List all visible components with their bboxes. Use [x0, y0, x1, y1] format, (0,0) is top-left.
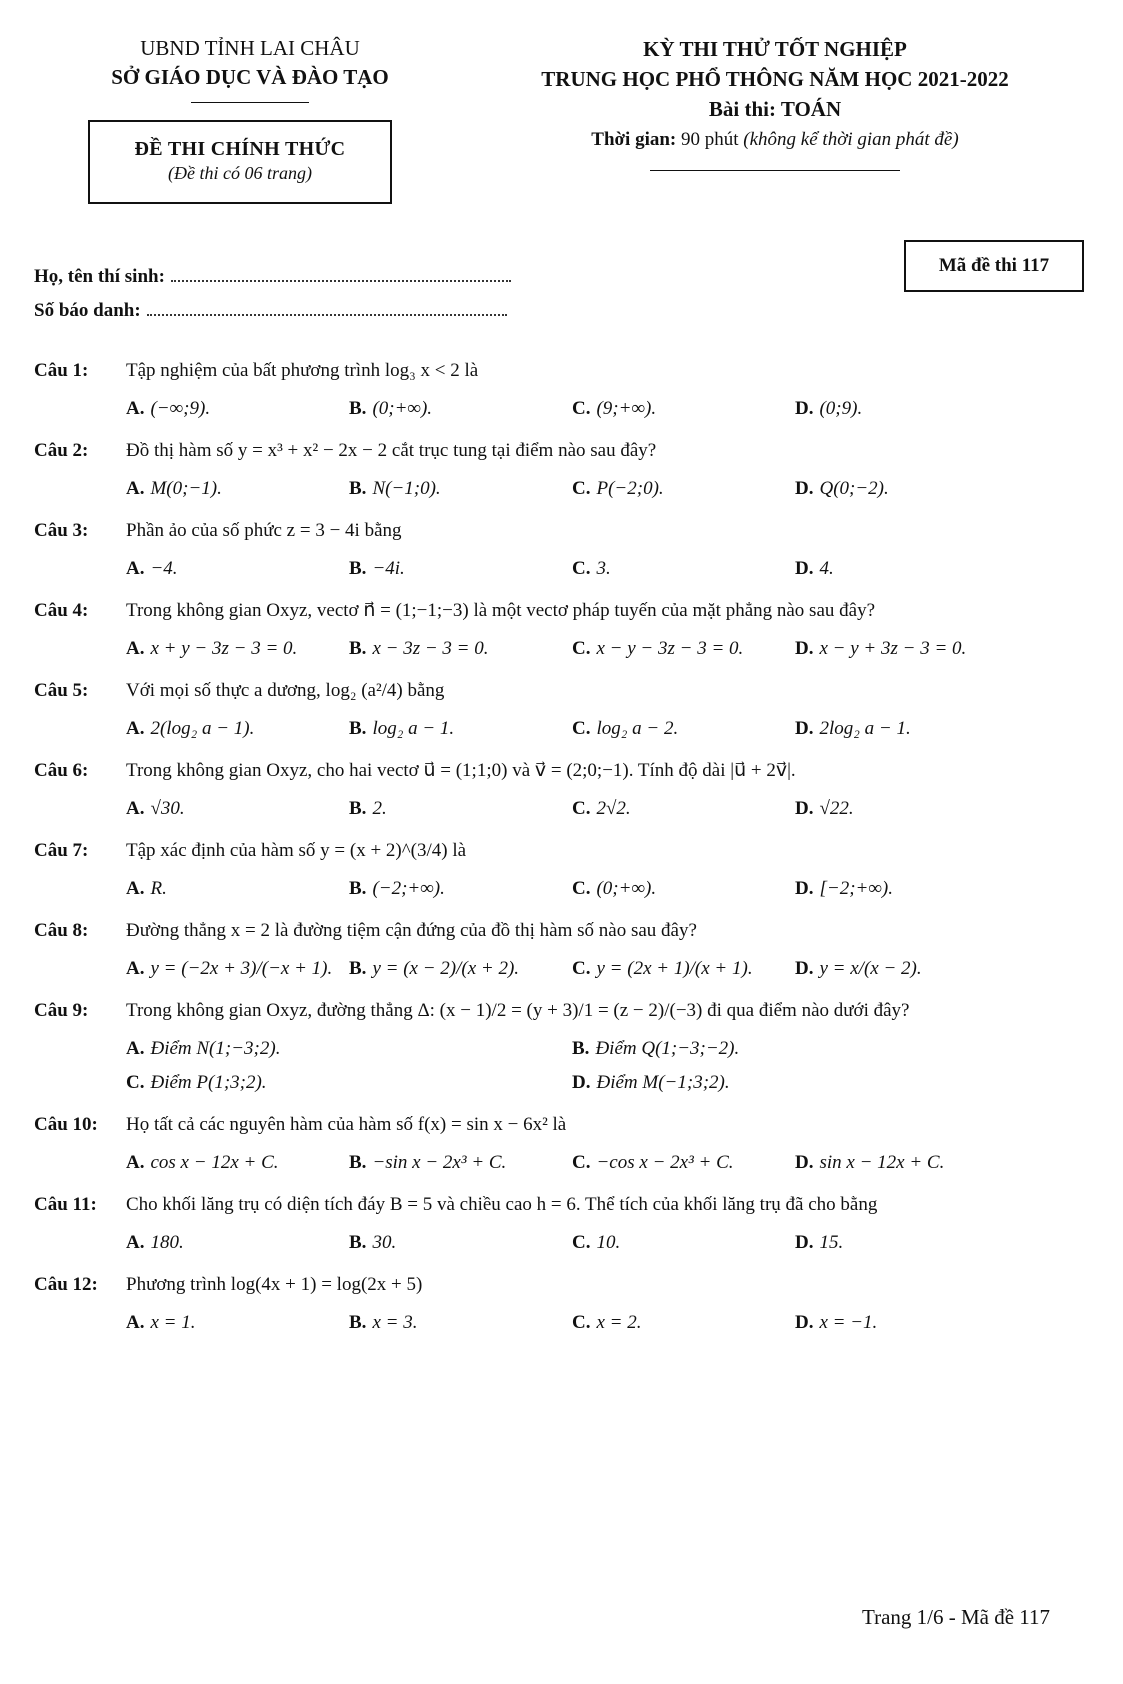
option-text: (9;+∞).	[596, 398, 657, 419]
candidate-id-line	[34, 294, 511, 328]
option-text: log₂ a − 1.	[372, 718, 455, 739]
option-text: 2√2.	[596, 798, 631, 819]
answer-options	[126, 952, 1094, 986]
option-letter: D.	[572, 1072, 591, 1093]
option-text: 180.	[150, 1232, 184, 1253]
option-letter: A.	[126, 478, 145, 499]
answer-option[interactable]	[572, 872, 795, 906]
option-letter: C.	[126, 1072, 145, 1093]
option-text: y = (x − 2)/(x + 2).	[372, 958, 520, 979]
answer-option[interactable]	[795, 392, 1018, 426]
option-letter: D.	[795, 878, 814, 899]
option-letter: D.	[795, 798, 814, 819]
option-letter: C.	[572, 718, 591, 739]
answer-option[interactable]	[795, 472, 1018, 506]
candidate-name-field[interactable]	[171, 264, 511, 282]
answer-option[interactable]	[795, 1226, 1018, 1260]
question-stem	[34, 916, 1094, 946]
answer-options	[126, 392, 1094, 426]
option-letter: B.	[349, 878, 367, 899]
option-letter: C.	[572, 1232, 591, 1253]
option-text: x + y − 3z − 3 = 0.	[150, 638, 298, 659]
option-letter: B.	[349, 798, 367, 819]
option-text: 15.	[819, 1232, 844, 1253]
question-item	[34, 836, 1094, 906]
answer-option[interactable]	[572, 632, 795, 666]
question-item	[34, 916, 1094, 986]
question-text: Tập nghiệm của bất phương trình log₃ x < 2 là	[126, 360, 479, 381]
option-text: √30.	[150, 798, 185, 819]
option-letter: A.	[126, 878, 145, 899]
question-stem	[34, 516, 1094, 546]
answer-option[interactable]	[572, 1226, 795, 1260]
option-text: y = x/(x − 2).	[819, 958, 922, 979]
question-number: Câu 7:	[34, 840, 89, 861]
option-letter: C.	[572, 478, 591, 499]
answer-options	[126, 632, 1094, 666]
question-text: Trong không gian Oxyz, đường thẳng Δ: (x − 1)/2 = (y + 3)/1 = (z − 2)/(−3) đi qua điểm nào dưới đây?	[126, 1000, 910, 1021]
option-letter: B.	[349, 638, 367, 659]
option-text: x = 3.	[372, 1312, 418, 1333]
answer-option[interactable]	[126, 712, 349, 746]
option-letter: C.	[572, 638, 591, 659]
option-letter: C.	[572, 958, 591, 979]
answer-option[interactable]	[126, 952, 349, 986]
option-text: −4.	[150, 558, 178, 579]
question-stem	[34, 1110, 1094, 1140]
answer-option[interactable]	[126, 392, 349, 426]
answer-option[interactable]	[572, 1032, 1018, 1066]
question-text: Đồ thị hàm số y = x³ + x² − 2x − 2 cắt trục tung tại điểm nào sau đây?	[126, 440, 657, 461]
question-number: Câu 10:	[34, 1114, 98, 1135]
time-limit	[480, 126, 1070, 154]
answer-option[interactable]	[349, 632, 572, 666]
option-letter: A.	[126, 718, 145, 739]
question-text: Phương trình log(4x + 1) = log(2x + 5)	[126, 1274, 423, 1295]
option-letter: D.	[795, 958, 814, 979]
question-stem	[34, 836, 1094, 866]
option-letter: D.	[795, 638, 814, 659]
option-letter: C.	[572, 798, 591, 819]
answer-options	[126, 552, 1094, 586]
answer-option[interactable]	[349, 1226, 572, 1260]
question-number: Câu 11:	[34, 1194, 97, 1215]
answer-options	[126, 1226, 1094, 1260]
answer-option[interactable]	[572, 392, 795, 426]
answer-option[interactable]	[795, 632, 1018, 666]
candidate-name-label: Họ, tên thí sinh:	[34, 266, 165, 287]
answer-option[interactable]	[126, 792, 349, 826]
option-text: R.	[150, 878, 167, 899]
option-text: y = (2x + 1)/(x + 1).	[596, 958, 753, 979]
option-letter: A.	[126, 958, 145, 979]
option-letter: C.	[572, 558, 591, 579]
answer-option[interactable]	[572, 792, 795, 826]
answer-option[interactable]	[349, 712, 572, 746]
option-letter: A.	[126, 1312, 145, 1333]
answer-options	[126, 1032, 1094, 1100]
option-letter: D.	[795, 478, 814, 499]
option-text: 10.	[596, 1232, 621, 1253]
exam-header	[480, 34, 1070, 171]
option-letter: D.	[795, 1312, 814, 1333]
option-text: 2(log₂ a − 1).	[150, 718, 255, 739]
answer-option[interactable]	[349, 472, 572, 506]
page-footer: Trang 1/6 - Mã đề 117	[862, 1605, 1051, 1629]
option-text: cos x − 12x + C.	[150, 1152, 279, 1173]
option-letter: C.	[572, 1312, 591, 1333]
question-text: Đường thẳng x = 2 là đường tiệm cận đứng của đồ thị hàm số nào sau đây?	[126, 920, 697, 941]
question-text: Trong không gian Oxyz, cho hai vectơ u⃗ = (1;1;0) và v⃗ = (2;0;−1). Tính độ dài |u⃗ + 2v⃗|.	[126, 760, 796, 781]
option-text: 4.	[819, 558, 834, 579]
province-name: UBND TỈNH LAI CHÂU	[140, 36, 360, 60]
answer-options	[126, 712, 1094, 746]
answer-option[interactable]	[795, 792, 1018, 826]
question-stem	[34, 436, 1094, 466]
option-letter: B.	[349, 958, 367, 979]
option-text: Điểm N(1;−3;2).	[150, 1038, 281, 1059]
answer-option[interactable]	[795, 1306, 1018, 1340]
option-text: N(−1;0).	[372, 478, 441, 499]
answer-option[interactable]	[795, 1146, 1018, 1180]
option-text: x = 1.	[150, 1312, 196, 1333]
answer-option[interactable]	[126, 1032, 572, 1066]
option-letter: B.	[349, 1232, 367, 1253]
question-stem	[34, 596, 1094, 626]
question-number: Câu 2:	[34, 440, 89, 461]
option-letter: B.	[349, 718, 367, 739]
option-letter: A.	[126, 798, 145, 819]
question-number: Câu 3:	[34, 520, 89, 541]
answer-option[interactable]	[572, 1146, 795, 1180]
option-text: (0;+∞).	[596, 878, 657, 899]
option-text: x − 3z − 3 = 0.	[372, 638, 489, 659]
answer-option[interactable]	[795, 552, 1018, 586]
question-item	[34, 1270, 1094, 1340]
question-text: Cho khối lăng trụ có diện tích đáy B = 5 và chiều cao h = 6. Thể tích của khối lăng trụ đã cho bằng	[126, 1194, 878, 1215]
subject: Bài thi: TOÁN	[708, 97, 842, 121]
option-text: 2.	[372, 798, 387, 819]
exam-name: KỲ THI THỬ TỐT NGHIỆP	[643, 37, 907, 61]
option-letter: B.	[349, 1152, 367, 1173]
option-letter: A.	[126, 1038, 145, 1059]
option-text: [−2;+∞).	[819, 878, 893, 899]
question-number: Câu 12:	[34, 1274, 98, 1295]
option-text: −sin x − 2x³ + C.	[372, 1152, 507, 1173]
answer-option[interactable]	[126, 872, 349, 906]
option-text: (0;9).	[819, 398, 863, 419]
answer-option[interactable]	[126, 632, 349, 666]
option-text: (−2;+∞).	[372, 878, 445, 899]
option-text: 30.	[372, 1232, 397, 1253]
answer-options	[126, 872, 1094, 906]
option-letter: D.	[795, 1232, 814, 1253]
option-letter: C.	[572, 398, 591, 419]
time-note: (không kể thời gian phát đề)	[743, 129, 959, 150]
answer-option[interactable]	[795, 952, 1018, 986]
answer-option[interactable]	[349, 552, 572, 586]
answer-option[interactable]	[349, 792, 572, 826]
question-item	[34, 996, 1094, 1100]
question-item	[34, 596, 1094, 666]
option-text: −cos x − 2x³ + C.	[596, 1152, 734, 1173]
option-letter: B.	[349, 558, 367, 579]
answer-option[interactable]	[126, 1226, 349, 1260]
answer-option[interactable]	[349, 1306, 572, 1340]
question-text: Phần ảo của số phức z = 3 − 4i bằng	[126, 520, 402, 541]
option-letter: D.	[795, 558, 814, 579]
answer-option[interactable]	[126, 1146, 349, 1180]
question-number: Câu 1:	[34, 360, 89, 381]
option-letter: D.	[795, 398, 814, 419]
option-text: Điểm M(−1;3;2).	[596, 1072, 730, 1093]
answer-option[interactable]	[126, 1066, 572, 1100]
issuer-header	[60, 34, 440, 103]
option-text: Điểm Q(1;−3;−2).	[595, 1038, 740, 1059]
option-text: −4i.	[372, 558, 405, 579]
candidate-id-label: Số báo danh:	[34, 300, 141, 321]
question-number: Câu 6:	[34, 760, 89, 781]
question-text: Họ tất cả các nguyên hàm của hàm số f(x) = sin x − 6x² là	[126, 1114, 567, 1135]
answer-option[interactable]	[126, 552, 349, 586]
time-label: Thời gian:	[591, 129, 677, 150]
option-letter: D.	[795, 718, 814, 739]
official-exam-box	[88, 120, 392, 204]
question-number: Câu 5:	[34, 680, 89, 701]
option-letter: C.	[572, 878, 591, 899]
page-count-note: (Đề thi có 06 trang)	[168, 163, 312, 183]
answer-option[interactable]	[572, 472, 795, 506]
answer-option[interactable]	[349, 872, 572, 906]
time-value: 90 phút	[676, 129, 744, 150]
question-item	[34, 676, 1094, 746]
option-text: y = (−2x + 3)/(−x + 1).	[150, 958, 333, 979]
option-text: 2log₂ a − 1.	[819, 718, 911, 739]
question-item	[34, 516, 1094, 586]
answer-option[interactable]	[349, 1146, 572, 1180]
question-text: Với mọi số thực a dương, log₂ (a²/4) bằng	[126, 680, 445, 701]
option-letter: A.	[126, 398, 145, 419]
answer-option[interactable]	[349, 952, 572, 986]
option-letter: A.	[126, 1152, 145, 1173]
option-letter: B.	[349, 1312, 367, 1333]
option-text: M(0;−1).	[150, 478, 222, 499]
option-letter: A.	[126, 1232, 145, 1253]
question-stem	[34, 356, 1094, 386]
question-number: Câu 4:	[34, 600, 89, 621]
question-stem	[34, 1270, 1094, 1300]
answer-option[interactable]	[126, 1306, 349, 1340]
option-text: (−∞;9).	[150, 398, 211, 419]
question-stem	[34, 676, 1094, 706]
option-letter: C.	[572, 1152, 591, 1173]
answer-options	[126, 792, 1094, 826]
option-text: √22.	[819, 798, 854, 819]
question-item	[34, 436, 1094, 506]
option-letter: A.	[126, 558, 145, 579]
divider	[650, 170, 900, 171]
option-letter: B.	[349, 478, 367, 499]
question-text: Trong không gian Oxyz, vectơ n⃗ = (1;−1;−3) là một vectơ pháp tuyến của mặt phẳng nào sau đây?	[126, 600, 875, 621]
question-number: Câu 9:	[34, 1000, 89, 1021]
option-text: log₂ a − 2.	[596, 718, 679, 739]
answer-options	[126, 1306, 1094, 1340]
option-text: x − y + 3z − 3 = 0.	[819, 638, 967, 659]
option-text: x = 2.	[596, 1312, 642, 1333]
question-item	[34, 356, 1094, 426]
answer-option[interactable]	[795, 872, 1018, 906]
option-letter: D.	[795, 1152, 814, 1173]
option-letter: A.	[126, 638, 145, 659]
answer-options	[126, 472, 1094, 506]
question-stem	[34, 1190, 1094, 1220]
exam-level-year: TRUNG HỌC PHỔ THÔNG NĂM HỌC 2021-2022	[541, 67, 1009, 91]
question-text: Tập xác định của hàm số y = (x + 2)^(3/4) là	[126, 840, 467, 861]
question-stem	[34, 756, 1094, 786]
option-text: P(−2;0).	[596, 478, 664, 499]
question-list	[34, 356, 1094, 1350]
question-number: Câu 8:	[34, 920, 89, 941]
question-stem	[34, 996, 1094, 1026]
answer-option[interactable]	[572, 1306, 795, 1340]
option-letter: B.	[349, 398, 367, 419]
candidate-info	[34, 260, 511, 328]
option-text: Điểm P(1;3;2).	[150, 1072, 267, 1093]
candidate-id-field[interactable]	[147, 298, 507, 316]
option-text: sin x − 12x + C.	[819, 1152, 945, 1173]
option-text: x − y − 3z − 3 = 0.	[596, 638, 744, 659]
answer-options	[126, 1146, 1094, 1180]
department-name: SỞ GIÁO DỤC VÀ ĐÀO TẠO	[111, 65, 389, 89]
divider	[191, 102, 309, 103]
answer-option[interactable]	[795, 712, 1018, 746]
answer-option[interactable]	[126, 472, 349, 506]
answer-option[interactable]	[572, 952, 795, 986]
question-item	[34, 1190, 1094, 1260]
answer-option[interactable]	[572, 712, 795, 746]
candidate-name-line	[34, 260, 511, 294]
option-text: 3.	[596, 558, 611, 579]
option-text: (0;+∞).	[372, 398, 433, 419]
exam-code-box: Mã đề thi 117	[904, 240, 1084, 292]
question-item	[34, 1110, 1094, 1180]
official-title: ĐỀ THI CHÍNH THỨC	[134, 138, 346, 160]
option-text: x = −1.	[819, 1312, 878, 1333]
option-text: Q(0;−2).	[819, 478, 889, 499]
answer-option[interactable]	[572, 552, 795, 586]
answer-option[interactable]	[349, 392, 572, 426]
question-item	[34, 756, 1094, 826]
answer-option[interactable]	[572, 1066, 1018, 1100]
option-letter: B.	[572, 1038, 590, 1059]
